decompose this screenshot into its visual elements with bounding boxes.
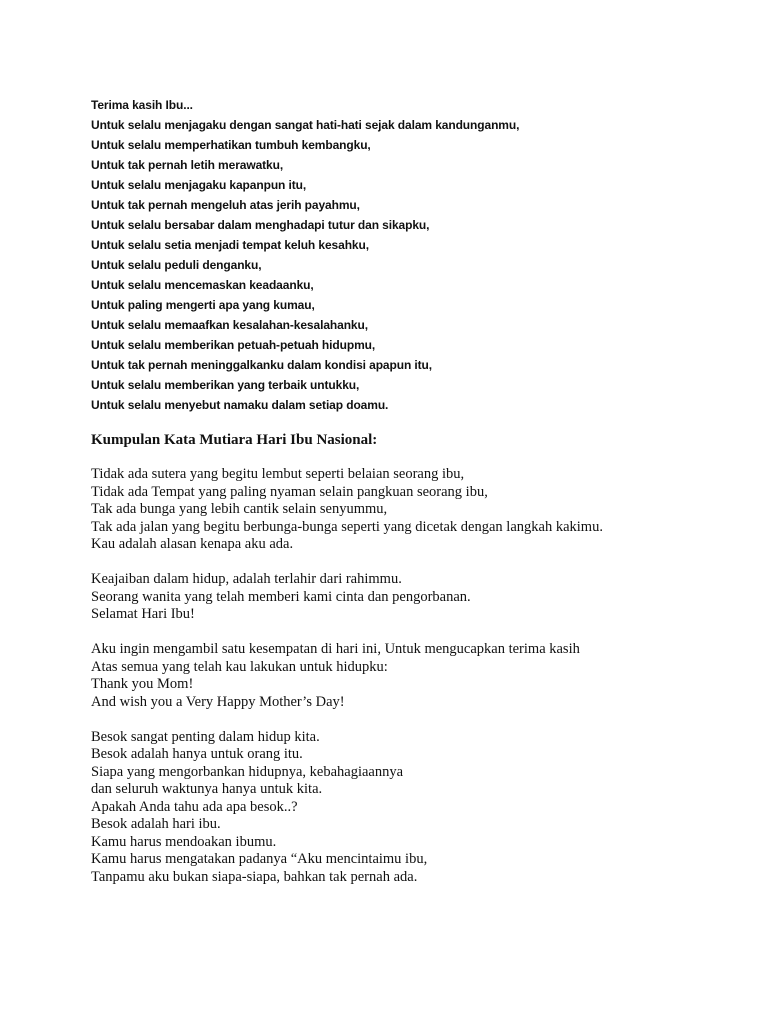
quote-line: Seorang wanita yang telah memberi kami cinta dan pengorbanan. — [91, 588, 471, 605]
quote-line: Tidak ada Tempat yang paling nyaman selain pangkuan seorang ibu, — [91, 483, 488, 500]
quote-line: dan seluruh waktunya hanya untuk kita. — [91, 781, 323, 797]
quote-line: Tak ada bunga yang lebih cantik selain senyummu, — [91, 501, 388, 517]
intro-line: Untuk selalu memberikan yang terbaik untukku, — [91, 378, 360, 392]
intro-line: Untuk selalu memberikan petuah-petuah hidupmu, — [91, 338, 376, 352]
quote-line: Aku ingin mengambil satu kesempatan di hari ini, Untuk mengucapkan terima kasih — [91, 641, 580, 657]
intro-line: Untuk tak pernah meninggalkanku dalam kondisi apapun itu, — [91, 358, 433, 372]
quote-line: Tidak ada sutera yang begitu lembut seperti belaian seorang ibu, — [91, 466, 465, 482]
intro-line: Untuk selalu memaafkan kesalahan-kesalahanku, — [91, 318, 368, 332]
quote-line: Tak ada jalan yang begitu berbunga-bunga seperti yang dicetak dengan langkah kakimu. — [91, 518, 603, 535]
quote-line: Apakah Anda tahu ada apa besok..? — [91, 798, 298, 815]
quote-line: Besok adalah hari ibu. — [91, 816, 221, 832]
quote-line: Besok adalah hanya untuk orang itu. — [91, 746, 303, 762]
quote-stanza — [91, 729, 751, 887]
quote-line: Atas semua yang telah kau lakukan untuk hidupku: — [91, 658, 388, 675]
quote-line: Kau adalah alasan kenapa aku ada. — [91, 536, 294, 552]
intro-line: Untuk selalu bersabar dalam menghadapi tutur dan sikapku, — [91, 218, 430, 232]
quote-stanza — [91, 571, 751, 624]
intro-line: Untuk tak pernah letih merawatku, — [91, 158, 284, 172]
quote-line: Besok sangat penting dalam hidup kita. — [91, 728, 320, 745]
intro-line: Untuk selalu mencemaskan keadaanku, — [91, 278, 314, 292]
intro-line: Untuk selalu memperhatikan tumbuh kembangku, — [91, 138, 371, 152]
quotes-section — [91, 466, 751, 904]
quote-line: Keajaiban dalam hidup, adalah terlahir dari rahimmu. — [91, 571, 402, 587]
quote-stanza — [91, 641, 751, 711]
quote-line: Kamu harus mengatakan padanya “Aku mencintaimu ibu, — [91, 851, 428, 867]
quote-line: Selamat Hari Ibu! — [91, 606, 195, 622]
quote-line: Kamu harus mendoakan ibumu. — [91, 833, 277, 850]
intro-line: Untuk selalu menjagaku kapanpun itu, — [91, 178, 307, 192]
intro-line: Untuk selalu menyebut namaku dalam setiap doamu. — [91, 398, 389, 412]
intro-line: Untuk tak pernah mengeluh atas jerih payahmu, — [91, 198, 360, 212]
intro-line: Untuk selalu menjagaku dengan sangat hati-hati sejak dalam kandunganmu, — [91, 118, 520, 132]
quote-stanza — [91, 466, 751, 554]
intro-line: Untuk selalu setia menjadi tempat keluh kesahku, — [91, 238, 369, 252]
section-heading: Kumpulan Kata Mutiara Hari Ibu Nasional: — [91, 432, 378, 448]
quote-line: Siapa yang mengorbankan hidupnya, kebahagiaannya — [91, 763, 404, 780]
intro-line: Terima kasih Ibu... — [91, 98, 193, 112]
quote-line: Tanpamu aku bukan siapa-siapa, bahkan tak pernah ada. — [91, 868, 418, 885]
intro-line: Untuk selalu peduli denganku, — [91, 258, 262, 272]
intro-section — [91, 95, 731, 415]
intro-line: Untuk paling mengerti apa yang kumau, — [91, 298, 315, 312]
quote-line: Thank you Mom! — [91, 676, 194, 692]
quote-line: And wish you a Very Happy Mother’s Day! — [91, 693, 345, 710]
